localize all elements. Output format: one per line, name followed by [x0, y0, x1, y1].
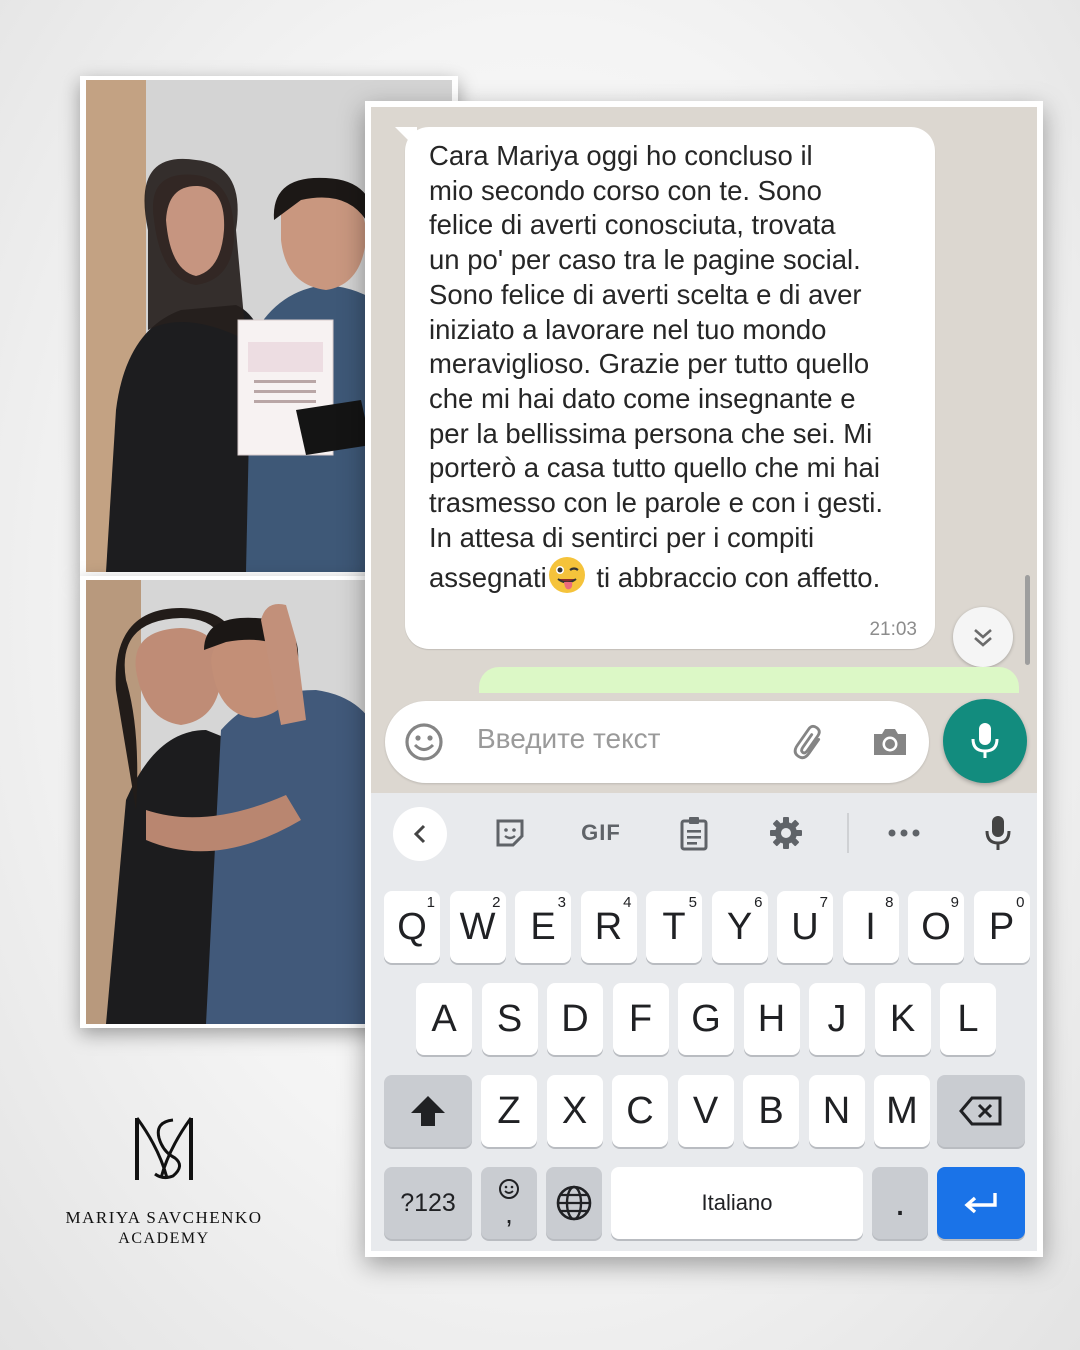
gear-icon	[768, 815, 804, 851]
message-input-placeholder: Введите текст	[477, 723, 661, 754]
key-a[interactable]	[416, 983, 472, 1055]
toolbar-divider	[847, 813, 849, 853]
monogram-logo-icon	[129, 1108, 199, 1186]
key-h-label: H	[757, 997, 786, 1040]
phone-screen	[371, 107, 1037, 1251]
shift-key[interactable]	[384, 1075, 472, 1147]
backspace-key[interactable]	[937, 1075, 1025, 1147]
key-q[interactable]	[384, 891, 440, 963]
key-e-label: E	[530, 905, 556, 948]
clipboard-button[interactable]	[669, 813, 719, 853]
emoji-comma-key[interactable]	[481, 1167, 537, 1239]
key-y-hint: 6	[754, 894, 763, 911]
emoji-icon[interactable]	[403, 721, 445, 763]
voice-typing-button[interactable]	[973, 813, 1023, 853]
phone-screenshot	[365, 101, 1043, 1257]
key-r[interactable]	[581, 891, 637, 963]
language-key[interactable]	[546, 1167, 602, 1239]
key-c-label: C	[626, 1089, 654, 1132]
key-v[interactable]	[678, 1075, 734, 1147]
key-s-label: S	[496, 997, 523, 1040]
key-n[interactable]	[809, 1075, 865, 1147]
winking-face-with-tongue-icon	[547, 555, 587, 595]
backspace-icon	[958, 1095, 1004, 1127]
key-l-label: L	[957, 997, 979, 1040]
key-c[interactable]	[612, 1075, 668, 1147]
gif-button[interactable]: GIF	[581, 820, 621, 845]
key-t-label: T	[662, 905, 686, 948]
attach-icon[interactable]	[789, 721, 831, 763]
key-i[interactable]	[843, 891, 899, 963]
key-z-label: Z	[497, 1089, 521, 1132]
key-t[interactable]	[646, 891, 702, 963]
academy-logo	[58, 1108, 270, 1248]
space-key-label: Italiano	[701, 1190, 773, 1215]
key-s[interactable]	[482, 983, 538, 1055]
keyboard	[371, 793, 1037, 1251]
key-n-label: N	[822, 1089, 851, 1132]
keyboard-toolbar	[371, 793, 1037, 873]
mic-icon	[984, 814, 1012, 852]
message-time: 21:03	[869, 619, 917, 640]
key-g[interactable]	[678, 983, 734, 1055]
chevron-left-icon	[409, 822, 431, 846]
camera-icon[interactable]	[869, 721, 911, 763]
key-u-hint: 7	[819, 894, 828, 911]
key-d-label: D	[561, 997, 589, 1040]
shift-icon	[408, 1093, 448, 1129]
key-j[interactable]	[809, 983, 865, 1055]
key-a-label: A	[431, 997, 457, 1040]
message-text: Cara Mariya oggi ho concluso il mio secondo corso con te. Sono felice di averti conosciuta, trovata un po' per caso tra le pagine social. Sono felice di averti scelta e di aver iniziato a lavorare nel tuo mondo meraviglioso. Grazie per tutto quello che mi hai dato come insegnante e per la bellissima persona che sei. Mi porterò a casa tutto quello che mi hai trasmesso con le parole e con i gesti. In attesa di sentirci per i compiti assegnati ti abbraccio con affetto.	[429, 140, 883, 594]
key-q-hint: 1	[426, 894, 435, 911]
sticker-icon	[493, 816, 527, 850]
key-p-hint: 0	[1016, 894, 1025, 911]
settings-button[interactable]	[761, 813, 811, 853]
key-w-label: W	[459, 905, 496, 948]
key-x-label: X	[561, 1089, 588, 1132]
key-k[interactable]	[875, 983, 931, 1055]
key-u[interactable]	[777, 891, 833, 963]
key-b[interactable]	[743, 1075, 799, 1147]
key-m-label: M	[886, 1089, 918, 1132]
key-w-hint: 2	[492, 894, 501, 911]
sticker-button[interactable]	[485, 813, 535, 853]
key-h[interactable]	[744, 983, 800, 1055]
key-r-label: R	[594, 905, 623, 948]
chat-scrollbar[interactable]	[1025, 575, 1030, 665]
message-input-row	[371, 693, 1037, 793]
key-w[interactable]	[450, 891, 506, 963]
key-e[interactable]	[515, 891, 571, 963]
symbols-key-label: ?123	[400, 1188, 456, 1217]
key-d[interactable]	[547, 983, 603, 1055]
key-x[interactable]	[547, 1075, 603, 1147]
key-j-label: J	[827, 997, 847, 1040]
comma-label: ,	[505, 1198, 513, 1229]
key-z[interactable]	[481, 1075, 537, 1147]
toolbar-back-button[interactable]	[393, 807, 447, 861]
key-b-label: B	[758, 1089, 784, 1132]
message-input[interactable]	[385, 701, 929, 783]
key-u-label: U	[791, 905, 819, 948]
key-o-label: O	[921, 905, 951, 948]
logo-academy: ACADEMY	[118, 1230, 210, 1247]
key-o[interactable]	[908, 891, 964, 963]
key-v-label: V	[692, 1089, 719, 1132]
logo-name: MARIYA SAVCHENKO	[65, 1208, 263, 1227]
enter-key[interactable]	[937, 1167, 1025, 1239]
key-l[interactable]	[940, 983, 996, 1055]
chat-area[interactable]	[371, 107, 1037, 693]
key-p-label: P	[988, 905, 1015, 948]
more-options-button[interactable]	[879, 813, 929, 853]
period-key-label: .	[894, 1181, 906, 1224]
key-m[interactable]	[874, 1075, 930, 1147]
key-q-label: Q	[397, 905, 427, 948]
emoji-icon	[498, 1178, 520, 1200]
key-k-label: K	[889, 997, 916, 1040]
globe-icon	[555, 1184, 593, 1222]
key-t-hint: 5	[688, 894, 697, 911]
key-y-label: Y	[726, 905, 753, 948]
scroll-to-bottom-button[interactable]	[953, 607, 1013, 667]
key-e-hint: 3	[557, 894, 566, 911]
key-f-label: F	[628, 997, 653, 1040]
space-key[interactable]	[611, 1167, 863, 1239]
clipboard-icon	[679, 815, 709, 851]
incoming-message-bubble[interactable]	[405, 127, 935, 649]
period-key[interactable]	[872, 1167, 928, 1239]
key-r-hint: 4	[623, 894, 632, 911]
voice-message-button[interactable]	[943, 699, 1027, 783]
key-i-label: I	[865, 905, 876, 948]
key-y[interactable]	[712, 891, 768, 963]
symbols-key[interactable]	[384, 1167, 472, 1239]
key-g-label: G	[691, 997, 721, 1040]
key-p[interactable]	[974, 891, 1030, 963]
double-chevron-down-icon	[970, 624, 996, 650]
key-o-hint: 9	[950, 894, 959, 911]
key-f[interactable]	[613, 983, 669, 1055]
more-dots-icon	[887, 828, 921, 838]
mic-icon	[968, 721, 1002, 761]
enter-arrow-icon	[961, 1189, 1001, 1217]
key-i-hint: 8	[885, 894, 894, 911]
